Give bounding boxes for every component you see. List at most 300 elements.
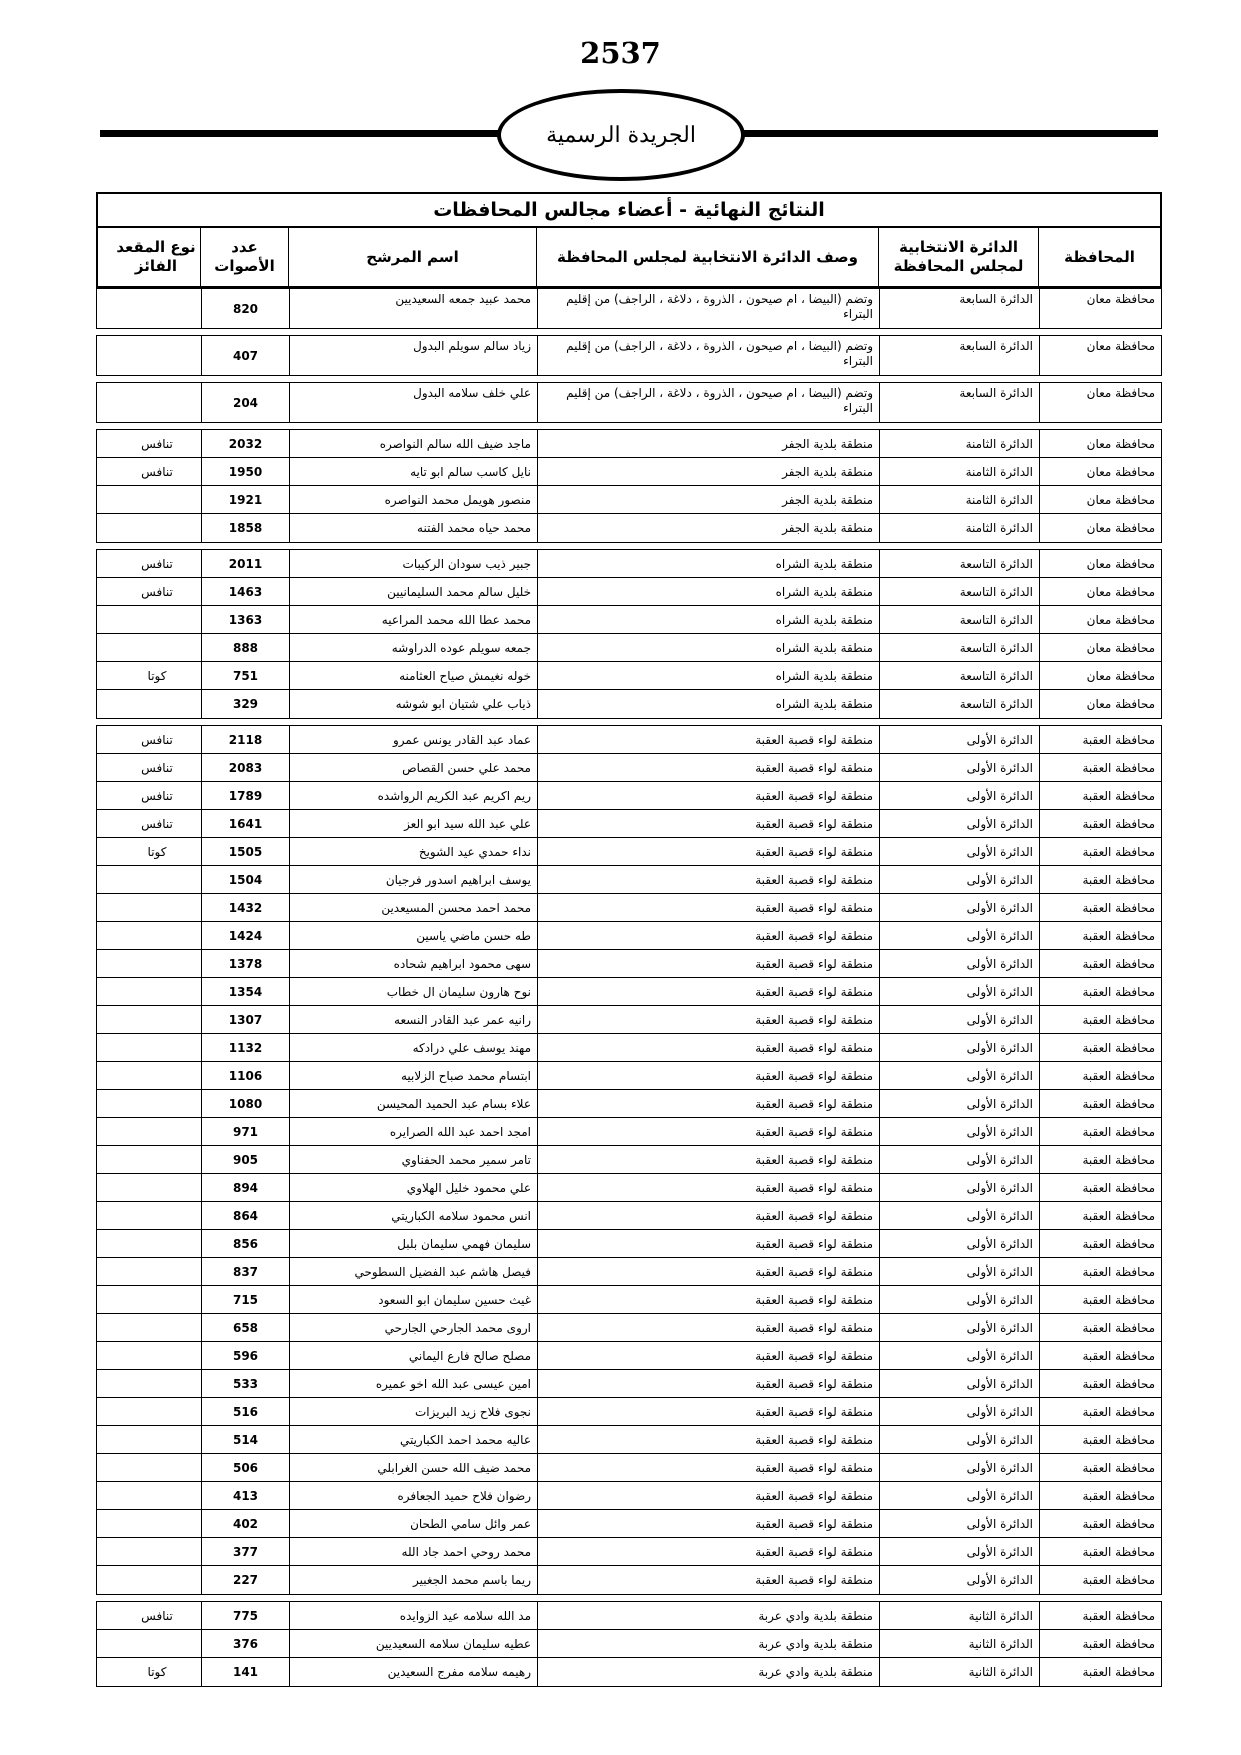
table-row — [97, 1454, 1161, 1482]
cell-candidate: علي محمود خليل الهلاوي — [289, 1174, 537, 1201]
cell-seat-type — [113, 1454, 201, 1481]
cell-district: الدائرة الثامنة — [879, 458, 1039, 485]
cell-candidate: تامر سمير محمد الحفناوي — [289, 1146, 537, 1173]
cell-seat-type — [113, 514, 201, 542]
cell-candidate: علي خلف سلامه البدول — [289, 383, 537, 422]
cell-seat-type — [113, 1174, 201, 1201]
table-row — [97, 662, 1161, 690]
cell-seat-type: تنافس — [141, 436, 173, 451]
cell-seat-type: تنافس — [141, 464, 173, 479]
cell-candidate: عاليه محمد احمد الكباريتي — [289, 1426, 537, 1453]
cell-governorate: محافظة العقبة — [1039, 810, 1161, 837]
cell-candidate: محمد روحي احمد جاد الله — [289, 1538, 537, 1565]
cell-description: منطقة لواء قصبة العقبة — [537, 1062, 879, 1089]
cell-seat-type — [113, 634, 201, 661]
cell-candidate: رهيمه سلامه مفرج السعيدين — [289, 1658, 537, 1686]
table-row — [97, 1602, 1161, 1630]
cell-description: منطقة لواء قصبة العقبة — [537, 950, 879, 977]
cell-district: الدائرة الأولى — [879, 1090, 1039, 1117]
cell-seat-type: كوتا — [147, 844, 167, 859]
cell-governorate: محافظة العقبة — [1039, 1258, 1161, 1285]
cell-district: الدائرة الأولى — [879, 1230, 1039, 1257]
cell-district: الدائرة السابعة — [879, 383, 1039, 422]
header-description: وصف الدائرة الانتخابية لمجلس المحافظة — [536, 228, 878, 286]
cell-description: وتضم (البيضا ، ام صيحون ، الذروة ، دلاغة ، الراجف) من إقليم البتراء — [537, 383, 879, 422]
cell-seat-type: كوتا — [147, 668, 167, 683]
cell-description: منطقة لواء قصبة العقبة — [537, 1118, 879, 1145]
table-row — [97, 1566, 1161, 1594]
cell-district: الدائرة الأولى — [879, 1034, 1039, 1061]
cell-votes: 775 — [201, 1602, 289, 1629]
table-row — [97, 1006, 1161, 1034]
cell-votes: 377 — [201, 1538, 289, 1565]
cell-governorate: محافظة العقبة — [1039, 1658, 1161, 1686]
cell-votes: 1132 — [201, 1034, 289, 1061]
cell-governorate: محافظة معان — [1039, 336, 1161, 375]
cell-votes: 658 — [201, 1314, 289, 1341]
table-row — [97, 1062, 1161, 1090]
cell-seat-type — [113, 922, 201, 949]
cell-description: وتضم (البيضا ، ام صيحون ، الذروة ، دلاغة ، الراجف) من إقليم البتراء — [537, 289, 879, 328]
cell-governorate: محافظة العقبة — [1039, 1398, 1161, 1425]
table-row — [97, 754, 1161, 782]
table-row — [97, 486, 1161, 514]
cell-governorate: محافظة معان — [1039, 430, 1161, 457]
cell-description: منطقة لواء قصبة العقبة — [537, 1454, 879, 1481]
cell-candidate: جمعه سويلم عوده الدراوشه — [289, 634, 537, 661]
cell-description: منطقة لواء قصبة العقبة — [537, 1146, 879, 1173]
cell-description: منطقة لواء قصبة العقبة — [537, 1258, 879, 1285]
cell-candidate: علي عبد الله سيد ابو العز — [289, 810, 537, 837]
cell-district: الدائرة الأولى — [879, 978, 1039, 1005]
cell-description: منطقة بلدية وادي عربة — [537, 1602, 879, 1629]
cell-candidate: زياد سالم سويلم البدول — [289, 336, 537, 375]
cell-votes: 2083 — [201, 754, 289, 781]
cell-governorate: محافظة العقبة — [1039, 754, 1161, 781]
table-row — [97, 950, 1161, 978]
cell-governorate: محافظة العقبة — [1039, 782, 1161, 809]
cell-candidate: خليل سالم محمد السليمانيين — [289, 578, 537, 605]
result-group — [96, 549, 1162, 719]
cell-seat-type — [113, 1062, 201, 1089]
table-row — [97, 894, 1161, 922]
masthead-title: الجريدة الرسمية — [546, 122, 696, 148]
cell-district: الدائرة الثامنة — [879, 486, 1039, 513]
cell-district: الدائرة الأولى — [879, 1538, 1039, 1565]
cell-votes: 715 — [201, 1286, 289, 1313]
cell-votes: 506 — [201, 1454, 289, 1481]
table-row — [97, 866, 1161, 894]
cell-description: منطقة بلدية الجفر — [537, 514, 879, 542]
cell-seat-type — [113, 978, 201, 1005]
table-row — [97, 336, 1161, 375]
cell-seat-type — [113, 690, 201, 718]
cell-candidate: عطيه سليمان سلامه السعيديين — [289, 1630, 537, 1657]
cell-votes: 2011 — [201, 550, 289, 577]
table-row — [97, 550, 1161, 578]
cell-seat-type — [113, 1630, 201, 1657]
cell-description: منطقة لواء قصبة العقبة — [537, 1202, 879, 1229]
table-row — [97, 1314, 1161, 1342]
cell-candidate: غيث حسين سليمان ابو السعود — [289, 1286, 537, 1313]
result-group — [96, 382, 1162, 423]
cell-seat-type — [113, 950, 201, 977]
cell-governorate: محافظة العقبة — [1039, 1062, 1161, 1089]
table-row — [97, 578, 1161, 606]
cell-description: منطقة لواء قصبة العقبة — [537, 1342, 879, 1369]
cell-governorate: محافظة العقبة — [1039, 1006, 1161, 1033]
cell-description: منطقة بلدية الشراه — [537, 550, 879, 577]
cell-governorate: محافظة معان — [1039, 606, 1161, 633]
cell-candidate: محمد عطا الله محمد المراعيه — [289, 606, 537, 633]
cell-governorate: محافظة العقبة — [1039, 1202, 1161, 1229]
cell-seat-type — [113, 1230, 201, 1257]
table-row — [97, 1398, 1161, 1426]
cell-votes: 856 — [201, 1230, 289, 1257]
result-group — [96, 1601, 1162, 1687]
cell-votes: 2032 — [201, 430, 289, 457]
cell-governorate: محافظة معان — [1039, 383, 1161, 422]
cell-governorate: محافظة معان — [1039, 458, 1161, 485]
cell-seat-type — [113, 383, 201, 422]
table-row — [97, 1482, 1161, 1510]
table-row — [97, 782, 1161, 810]
cell-seat-type — [113, 1090, 201, 1117]
cell-candidate: ريما باسم محمد الجغبير — [289, 1566, 537, 1594]
cell-governorate: محافظة العقبة — [1039, 1286, 1161, 1313]
page-number: 2537 — [580, 36, 661, 70]
cell-description: منطقة لواء قصبة العقبة — [537, 1034, 879, 1061]
cell-candidate: مهند يوسف علي درادكه — [289, 1034, 537, 1061]
cell-governorate: محافظة العقبة — [1039, 1370, 1161, 1397]
cell-candidate: عمر وائل سامي الطحان — [289, 1510, 537, 1537]
cell-candidate: امجد احمد عبد الله الصرايره — [289, 1118, 537, 1145]
cell-governorate: محافظة معان — [1039, 690, 1161, 718]
table-row — [97, 634, 1161, 662]
cell-governorate: محافظة العقبة — [1039, 1090, 1161, 1117]
cell-description: منطقة بلدية الجفر — [537, 458, 879, 485]
cell-votes: 1641 — [201, 810, 289, 837]
cell-description: منطقة بلدية الجفر — [537, 430, 879, 457]
table-row — [97, 1202, 1161, 1230]
cell-description: منطقة بلدية الشراه — [537, 690, 879, 718]
cell-governorate: محافظة العقبة — [1039, 1230, 1161, 1257]
cell-governorate: محافظة العقبة — [1039, 978, 1161, 1005]
cell-governorate: محافظة العقبة — [1039, 726, 1161, 753]
cell-seat-type — [113, 486, 201, 513]
cell-votes: 864 — [201, 1202, 289, 1229]
cell-governorate: محافظة العقبة — [1039, 1454, 1161, 1481]
header-votes: عدد الأصوات — [200, 228, 288, 286]
cell-description: منطقة لواء قصبة العقبة — [537, 1006, 879, 1033]
cell-seat-type — [113, 1398, 201, 1425]
cell-candidate: انس محمود سلامه الكباريتي — [289, 1202, 537, 1229]
cell-candidate: محمد احمد محسن المسيعدين — [289, 894, 537, 921]
table-row — [97, 1426, 1161, 1454]
cell-candidate: رضوان فلاح حميد الجعافره — [289, 1482, 537, 1509]
cell-district: الدائرة السابعة — [879, 289, 1039, 328]
cell-description: منطقة لواء قصبة العقبة — [537, 866, 879, 893]
table-row — [97, 514, 1161, 542]
header-candidate: اسم المرشح — [288, 228, 536, 286]
cell-candidate: ذياب علي شتيان ابو شوشه — [289, 690, 537, 718]
cell-description: منطقة لواء قصبة العقبة — [537, 726, 879, 753]
table-row — [97, 1286, 1161, 1314]
cell-votes: 533 — [201, 1370, 289, 1397]
cell-district: الدائرة الأولى — [879, 1062, 1039, 1089]
cell-seat-type — [113, 289, 201, 328]
table-row — [97, 922, 1161, 950]
cell-seat-type: تنافس — [141, 732, 173, 747]
cell-governorate: محافظة العقبة — [1039, 1602, 1161, 1629]
cell-district: الدائرة الأولى — [879, 866, 1039, 893]
cell-seat-type — [113, 1006, 201, 1033]
cell-votes: 1432 — [201, 894, 289, 921]
cell-votes: 413 — [201, 1482, 289, 1509]
table-row — [97, 289, 1161, 328]
table-row — [97, 1230, 1161, 1258]
cell-governorate: محافظة العقبة — [1039, 1510, 1161, 1537]
cell-seat-type — [113, 1370, 201, 1397]
cell-votes: 141 — [201, 1658, 289, 1686]
cell-candidate: محمد علي حسن القصاص — [289, 754, 537, 781]
cell-district: الدائرة الثانية — [879, 1602, 1039, 1629]
cell-seat-type — [113, 606, 201, 633]
result-group — [96, 429, 1162, 543]
cell-description: منطقة لواء قصبة العقبة — [537, 1286, 879, 1313]
cell-description: منطقة لواء قصبة العقبة — [537, 1566, 879, 1594]
cell-votes: 514 — [201, 1426, 289, 1453]
cell-district: الدائرة الأولى — [879, 754, 1039, 781]
cell-description: منطقة لواء قصبة العقبة — [537, 1230, 879, 1257]
cell-description: منطقة بلدية الجفر — [537, 486, 879, 513]
cell-candidate: منصور هويمل محمد النواصره — [289, 486, 537, 513]
cell-district: الدائرة الأولى — [879, 1314, 1039, 1341]
cell-district: الدائرة الأولى — [879, 1146, 1039, 1173]
result-group — [96, 725, 1162, 1595]
cell-votes: 596 — [201, 1342, 289, 1369]
cell-seat-type — [113, 1118, 201, 1145]
cell-candidate: خوله نغيمش صياح العثامنه — [289, 662, 537, 689]
cell-governorate: محافظة معان — [1039, 289, 1161, 328]
table-row — [97, 726, 1161, 754]
cell-seat-type — [113, 1538, 201, 1565]
table-row — [97, 978, 1161, 1006]
cell-candidate: محمد حياه محمد الفتنه — [289, 514, 537, 542]
cell-district: الدائرة الأولى — [879, 1482, 1039, 1509]
cell-votes: 402 — [201, 1510, 289, 1537]
cell-votes: 2118 — [201, 726, 289, 753]
cell-votes: 516 — [201, 1398, 289, 1425]
cell-description: منطقة لواء قصبة العقبة — [537, 1426, 879, 1453]
cell-votes: 1463 — [201, 578, 289, 605]
cell-district: الدائرة الأولى — [879, 922, 1039, 949]
table-row — [97, 810, 1161, 838]
cell-candidate: محمد عبيد جمعه السعيديين — [289, 289, 537, 328]
cell-seat-type: تنافس — [141, 816, 173, 831]
cell-description: منطقة بلدية الشراه — [537, 634, 879, 661]
result-group — [96, 335, 1162, 376]
table-row — [97, 1174, 1161, 1202]
cell-candidate: جبير ذيب سودان الركيبات — [289, 550, 537, 577]
cell-governorate: محافظة العقبة — [1039, 1174, 1161, 1201]
cell-district: الدائرة الأولى — [879, 1258, 1039, 1285]
cell-votes: 1504 — [201, 866, 289, 893]
cell-seat-type — [113, 1034, 201, 1061]
table-row — [97, 1370, 1161, 1398]
cell-votes: 905 — [201, 1146, 289, 1173]
table-row — [97, 1658, 1161, 1686]
cell-governorate: محافظة العقبة — [1039, 1314, 1161, 1341]
cell-seat-type — [113, 1258, 201, 1285]
table-row — [97, 838, 1161, 866]
cell-governorate: محافظة العقبة — [1039, 950, 1161, 977]
cell-candidate: رانيه عمر عبد القادر النسعه — [289, 1006, 537, 1033]
cell-governorate: محافظة العقبة — [1039, 1482, 1161, 1509]
cell-description: منطقة بلدية وادي عربة — [537, 1658, 879, 1686]
cell-governorate: محافظة معان — [1039, 578, 1161, 605]
cell-district: الدائرة الثامنة — [879, 514, 1039, 542]
cell-seat-type — [113, 894, 201, 921]
cell-votes: 971 — [201, 1118, 289, 1145]
cell-candidate: محمد ضيف الله حسن الغرابلي — [289, 1454, 537, 1481]
results-table — [96, 192, 1162, 1687]
cell-votes: 204 — [201, 383, 289, 422]
cell-district: الدائرة الأولى — [879, 1398, 1039, 1425]
table-row — [97, 1118, 1161, 1146]
table-row — [97, 1090, 1161, 1118]
cell-governorate: محافظة معان — [1039, 550, 1161, 577]
table-row — [97, 383, 1161, 422]
cell-district: الدائرة الأولى — [879, 810, 1039, 837]
header-governorate: المحافظة — [1038, 228, 1160, 286]
cell-votes: 329 — [201, 690, 289, 718]
cell-district: الدائرة الأولى — [879, 726, 1039, 753]
cell-description: منطقة لواء قصبة العقبة — [537, 810, 879, 837]
cell-candidate: نداء حمدي عيد الشويخ — [289, 838, 537, 865]
cell-seat-type — [113, 1146, 201, 1173]
cell-description: منطقة لواء قصبة العقبة — [537, 1314, 879, 1341]
cell-seat-type — [113, 1482, 201, 1509]
cell-description: منطقة لواء قصبة العقبة — [537, 1398, 879, 1425]
cell-governorate: محافظة العقبة — [1039, 838, 1161, 865]
table-row — [97, 1146, 1161, 1174]
cell-candidate: نايل كاسب سالم ابو تايه — [289, 458, 537, 485]
cell-votes: 1424 — [201, 922, 289, 949]
cell-governorate: محافظة معان — [1039, 486, 1161, 513]
cell-candidate: عماد عبد القادر يونس عمرو — [289, 726, 537, 753]
cell-district: الدائرة الأولى — [879, 1342, 1039, 1369]
cell-seat-type — [113, 1510, 201, 1537]
cell-candidate: يوسف ابراهيم اسدور فرجيان — [289, 866, 537, 893]
cell-description: وتضم (البيضا ، ام صيحون ، الذروة ، دلاغة ، الراجف) من إقليم البتراء — [537, 336, 879, 375]
cell-votes: 837 — [201, 1258, 289, 1285]
cell-seat-type — [113, 1286, 201, 1313]
cell-district: الدائرة الأولى — [879, 1174, 1039, 1201]
table-title: النتائج النهائية - أعضاء مجالس المحافظات — [96, 192, 1162, 228]
cell-district: الدائرة الأولى — [879, 1006, 1039, 1033]
cell-votes: 227 — [201, 1566, 289, 1594]
cell-district: الدائرة الأولى — [879, 1510, 1039, 1537]
cell-district: الدائرة الأولى — [879, 838, 1039, 865]
cell-seat-type: تنافس — [141, 584, 173, 599]
cell-candidate: امين عيسى عبد الله اخو عميره — [289, 1370, 537, 1397]
cell-description: منطقة بلدية الشراه — [537, 662, 879, 689]
table-row — [97, 606, 1161, 634]
table-row — [97, 1630, 1161, 1658]
cell-votes: 751 — [201, 662, 289, 689]
cell-governorate: محافظة معان — [1039, 634, 1161, 661]
cell-district: الدائرة الثانية — [879, 1630, 1039, 1657]
table-row — [97, 1342, 1161, 1370]
cell-governorate: محافظة العقبة — [1039, 894, 1161, 921]
cell-votes: 1378 — [201, 950, 289, 977]
cell-governorate: محافظة معان — [1039, 514, 1161, 542]
cell-district: الدائرة التاسعة — [879, 606, 1039, 633]
cell-district: الدائرة التاسعة — [879, 578, 1039, 605]
cell-description: منطقة لواء قصبة العقبة — [537, 1370, 879, 1397]
cell-governorate: محافظة العقبة — [1039, 866, 1161, 893]
cell-candidate: اروى محمد الجارحي الجارحي — [289, 1314, 537, 1341]
cell-governorate: محافظة العقبة — [1039, 922, 1161, 949]
cell-district: الدائرة السابعة — [879, 336, 1039, 375]
cell-candidate: ماجد ضيف الله سالم النواصره — [289, 430, 537, 457]
cell-seat-type: تنافس — [141, 556, 173, 571]
cell-district: الدائرة التاسعة — [879, 690, 1039, 718]
cell-candidate: فيصل هاشم عبد الفضيل السطوحي — [289, 1258, 537, 1285]
cell-votes: 820 — [201, 289, 289, 328]
cell-votes: 1789 — [201, 782, 289, 809]
cell-description: منطقة لواء قصبة العقبة — [537, 1090, 879, 1117]
cell-district: الدائرة التاسعة — [879, 662, 1039, 689]
masthead-seal — [497, 89, 745, 181]
cell-seat-type: تنافس — [141, 760, 173, 775]
cell-district: الدائرة الأولى — [879, 894, 1039, 921]
cell-seat-type — [113, 1426, 201, 1453]
cell-governorate: محافظة العقبة — [1039, 1146, 1161, 1173]
cell-district: الدائرة الأولى — [879, 1286, 1039, 1313]
cell-seat-type — [113, 1314, 201, 1341]
cell-votes: 1950 — [201, 458, 289, 485]
result-group — [96, 288, 1162, 329]
cell-district: الدائرة الأولى — [879, 1426, 1039, 1453]
table-row — [97, 690, 1161, 718]
cell-description: منطقة لواء قصبة العقبة — [537, 978, 879, 1005]
table-row — [97, 1510, 1161, 1538]
cell-votes: 1858 — [201, 514, 289, 542]
cell-votes: 894 — [201, 1174, 289, 1201]
cell-description: منطقة لواء قصبة العقبة — [537, 1174, 879, 1201]
cell-candidate: سليمان فهمي سليمان بلبل — [289, 1230, 537, 1257]
cell-description: منطقة لواء قصبة العقبة — [537, 1510, 879, 1537]
cell-governorate: محافظة العقبة — [1039, 1566, 1161, 1594]
table-row — [97, 1538, 1161, 1566]
cell-candidate: نجوى فلاح زيد البريزات — [289, 1398, 537, 1425]
header-seat-type: نوع المقعد الفائز — [116, 238, 196, 275]
cell-description: منطقة بلدية وادي عربة — [537, 1630, 879, 1657]
cell-district: الدائرة التاسعة — [879, 550, 1039, 577]
cell-candidate: مصلح صالح فارع اليماني — [289, 1342, 537, 1369]
cell-district: الدائرة الثانية — [879, 1658, 1039, 1686]
table-header-row — [96, 228, 1162, 288]
table-body — [96, 288, 1162, 1687]
table-row — [97, 1034, 1161, 1062]
cell-seat-type — [113, 866, 201, 893]
cell-district: الدائرة الثامنة — [879, 430, 1039, 457]
cell-governorate: محافظة العقبة — [1039, 1538, 1161, 1565]
cell-district: الدائرة الأولى — [879, 1202, 1039, 1229]
cell-votes: 1106 — [201, 1062, 289, 1089]
